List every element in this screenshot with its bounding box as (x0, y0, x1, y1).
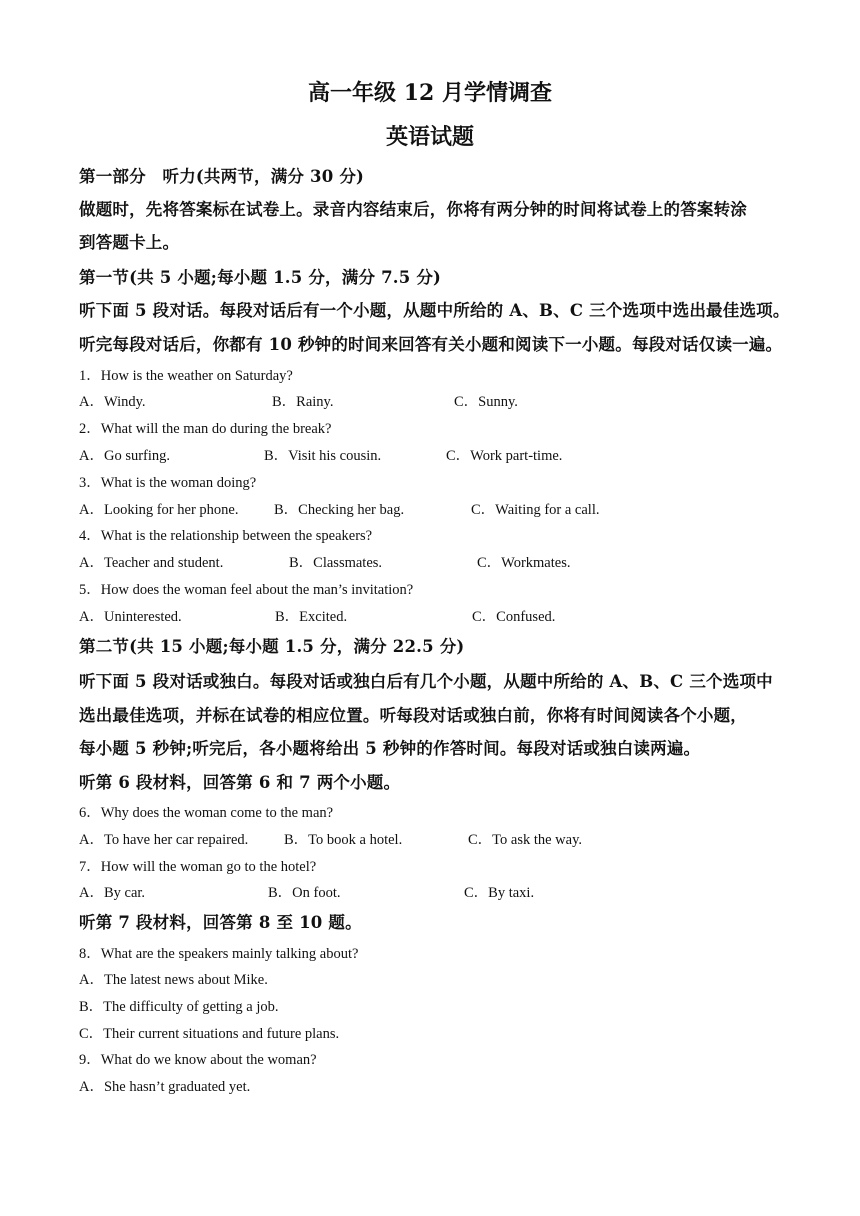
question-7-stem: 7．How will the woman go to the hotel? (79, 859, 317, 875)
section1-instructions-line2: 听完每段对话后，你都有 10 秒钟的时间来回答有关小题和阅读下一小题。每段对话仅读一遍。 (79, 335, 783, 354)
section2-instructions-line2: 选出最佳选项，并标在试卷的相应位置。听每段对话或独白前，你将有时间阅读各个小题， (79, 706, 747, 725)
option-b: B．On foot. (268, 885, 341, 901)
section1-heading: 第一节(共 5 小题;每小题 1.5 分，满分 7.5 分) (79, 268, 442, 287)
option-a: A．Go surfing. (79, 448, 171, 464)
question-8-stem: 8．What are the speakers mainly talking about? (79, 946, 359, 962)
option-a: A．Teacher and student. (79, 555, 224, 571)
section2-heading: 第二节(共 15 小题;每小题 1.5 分，满分 22.5 分) (79, 637, 465, 656)
part1-heading: 第一部分 听力(共两节，满分 30 分) (79, 167, 365, 186)
question-5-options (79, 605, 779, 625)
question-8-option-b: B．The difficulty of getting a job. (79, 999, 279, 1015)
part1-intro-line1: 做题时，先将答案标在试卷上。录音内容结束后，你将有两分钟的时间将试卷上的答案转涂 (79, 200, 747, 219)
question-4-options (79, 551, 779, 571)
question-1-stem: 1．How is the weather on Saturday? (79, 368, 293, 384)
section1-instructions-line1: 听下面 5 段对话。每段对话后有一个小题，从题中所给的 A、B、C 三个选项中选出最佳选项。 (79, 301, 790, 320)
option-c: C．By taxi. (464, 885, 535, 901)
question-3-options (79, 498, 779, 518)
material-6-heading: 听第 6 段材料，回答第 6 和 7 两个小题。 (79, 773, 401, 792)
option-b: B．Visit his cousin. (264, 448, 382, 464)
option-c: C．Sunny. (454, 394, 518, 410)
exam-subtitle: 英语试题 (385, 124, 474, 150)
option-a: A．Looking for her phone. (79, 502, 239, 518)
question-9-stem: 9．What do we know about the woman? (79, 1052, 317, 1068)
option-c: C．To ask the way. (468, 832, 583, 848)
question-3-stem: 3．What is the woman doing? (79, 475, 257, 491)
question-4-stem: 4．What is the relationship between the speakers? (79, 528, 373, 544)
option-a: A．To have her car repaired. (79, 832, 249, 848)
question-7-options (79, 881, 779, 901)
option-b: B．Classmates. (289, 555, 383, 571)
question-6-options (79, 828, 779, 848)
option-b: B．Checking her bag. (274, 502, 405, 518)
question-8-option-a: A．The latest news about Mike. (79, 972, 268, 988)
option-a: A．Uninterested. (79, 609, 182, 625)
question-2-stem: 2．What will the man do during the break? (79, 421, 332, 437)
part1-intro-line2: 到答题卡上。 (79, 233, 180, 252)
question-2-options (79, 444, 779, 464)
question-9-option-a: A．She hasn’t graduated yet. (79, 1079, 251, 1095)
material-7-heading: 听第 7 段材料，回答第 8 至 10 题。 (79, 913, 362, 932)
option-b: B．Excited. (275, 609, 348, 625)
option-c: C．Waiting for a call. (471, 502, 600, 518)
option-b: B．To book a hotel. (284, 832, 403, 848)
option-c: C．Workmates. (477, 555, 571, 571)
option-b: B．Rainy. (272, 394, 334, 410)
question-5-stem: 5．How does the woman feel about the man’s invitation? (79, 582, 414, 598)
option-c: C．Confused. (472, 609, 556, 625)
option-a: A．Windy. (79, 394, 146, 410)
question-1-options (79, 390, 779, 410)
exam-title: 高一年级 12 月学情调查 (308, 80, 552, 106)
section2-instructions-line3: 每小题 5 秒钟;听完后，各小题将给出 5 秒钟的作答时间。每段对话或独白读两遍。 (79, 739, 701, 758)
question-6-stem: 6．Why does the woman come to the man? (79, 805, 334, 821)
option-c: C．Work part-time. (446, 448, 563, 464)
section2-instructions-line1: 听下面 5 段对话或独白。每段对话或独白后有几个小题，从题中所给的 A、B、C 三个选项中 (79, 672, 773, 691)
question-8-option-c: C．Their current situations and future plans. (79, 1026, 340, 1042)
option-a: A．By car. (79, 885, 146, 901)
